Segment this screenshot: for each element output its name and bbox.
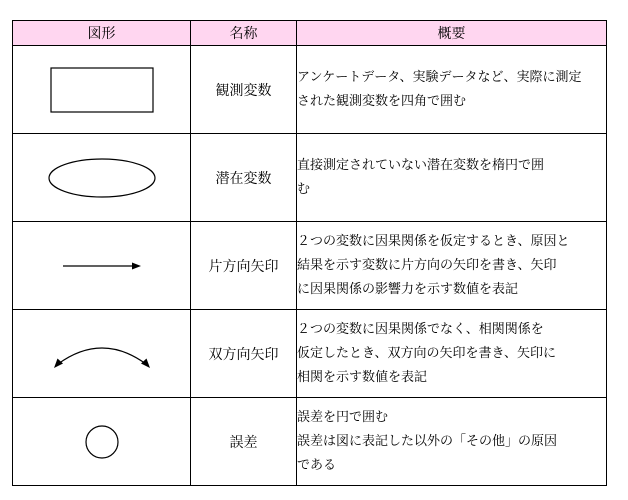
circle-icon [84,424,120,460]
description-line: ２つの変数に因果関係を仮定するとき、原因と [297,233,570,249]
table-row [13,398,607,486]
name-cell: 双方向矢印 [191,310,297,398]
description-line: 誤差を円で囲む [297,409,389,425]
rectangle-icon [50,67,154,113]
shape-cell [13,398,191,486]
description-line: 相関を示す数値を表記 [297,369,428,385]
single-arrow-icon [62,260,142,272]
description-cell [297,46,607,134]
table-row [13,134,607,222]
description-line: ２つの変数に因果関係でなく、相関関係を [297,321,544,337]
shape-cell [13,222,191,310]
name-cell: 誤差 [191,398,297,486]
double-arrow-icon [52,338,152,370]
description-line: 誤差は図に表記した以外の「その他」の原因 [297,433,558,449]
header-row [13,21,607,46]
description-line: 直接測定されていない潜在変数を楕円で囲 [297,157,545,173]
ellipse-icon [47,157,157,199]
description-line: む [297,181,311,197]
notation-table [12,20,607,486]
description-cell [297,398,607,486]
name-cell: 観測変数 [191,46,297,134]
name-cell: 片方向矢印 [191,222,297,310]
shape-cell [13,46,191,134]
shape-cell [13,134,191,222]
description-line: 仮定したとき、双方向の矢印を書き、矢印に [297,345,556,361]
name-cell: 潜在変数 [191,134,297,222]
description-line: アンケートデータ、実験データなど、実際に測定 [297,69,582,85]
description-cell [297,310,607,398]
table-row [13,46,607,134]
description-line: に因果関係の影響力を示す数値を表記 [297,281,519,297]
shape-cell [13,310,191,398]
description-line: 結果を示す変数に片方向の矢印を書き、矢印 [297,257,557,273]
description-line: された観測変数を四角で囲む [297,93,467,109]
table-row [13,222,607,310]
header-name: 名称 [191,21,297,46]
description-line: である [297,457,337,473]
table-row [13,310,607,398]
description-cell [297,134,607,222]
header-shape: 図形 [13,21,191,46]
header-description: 概要 [297,21,607,46]
description-cell [297,222,607,310]
